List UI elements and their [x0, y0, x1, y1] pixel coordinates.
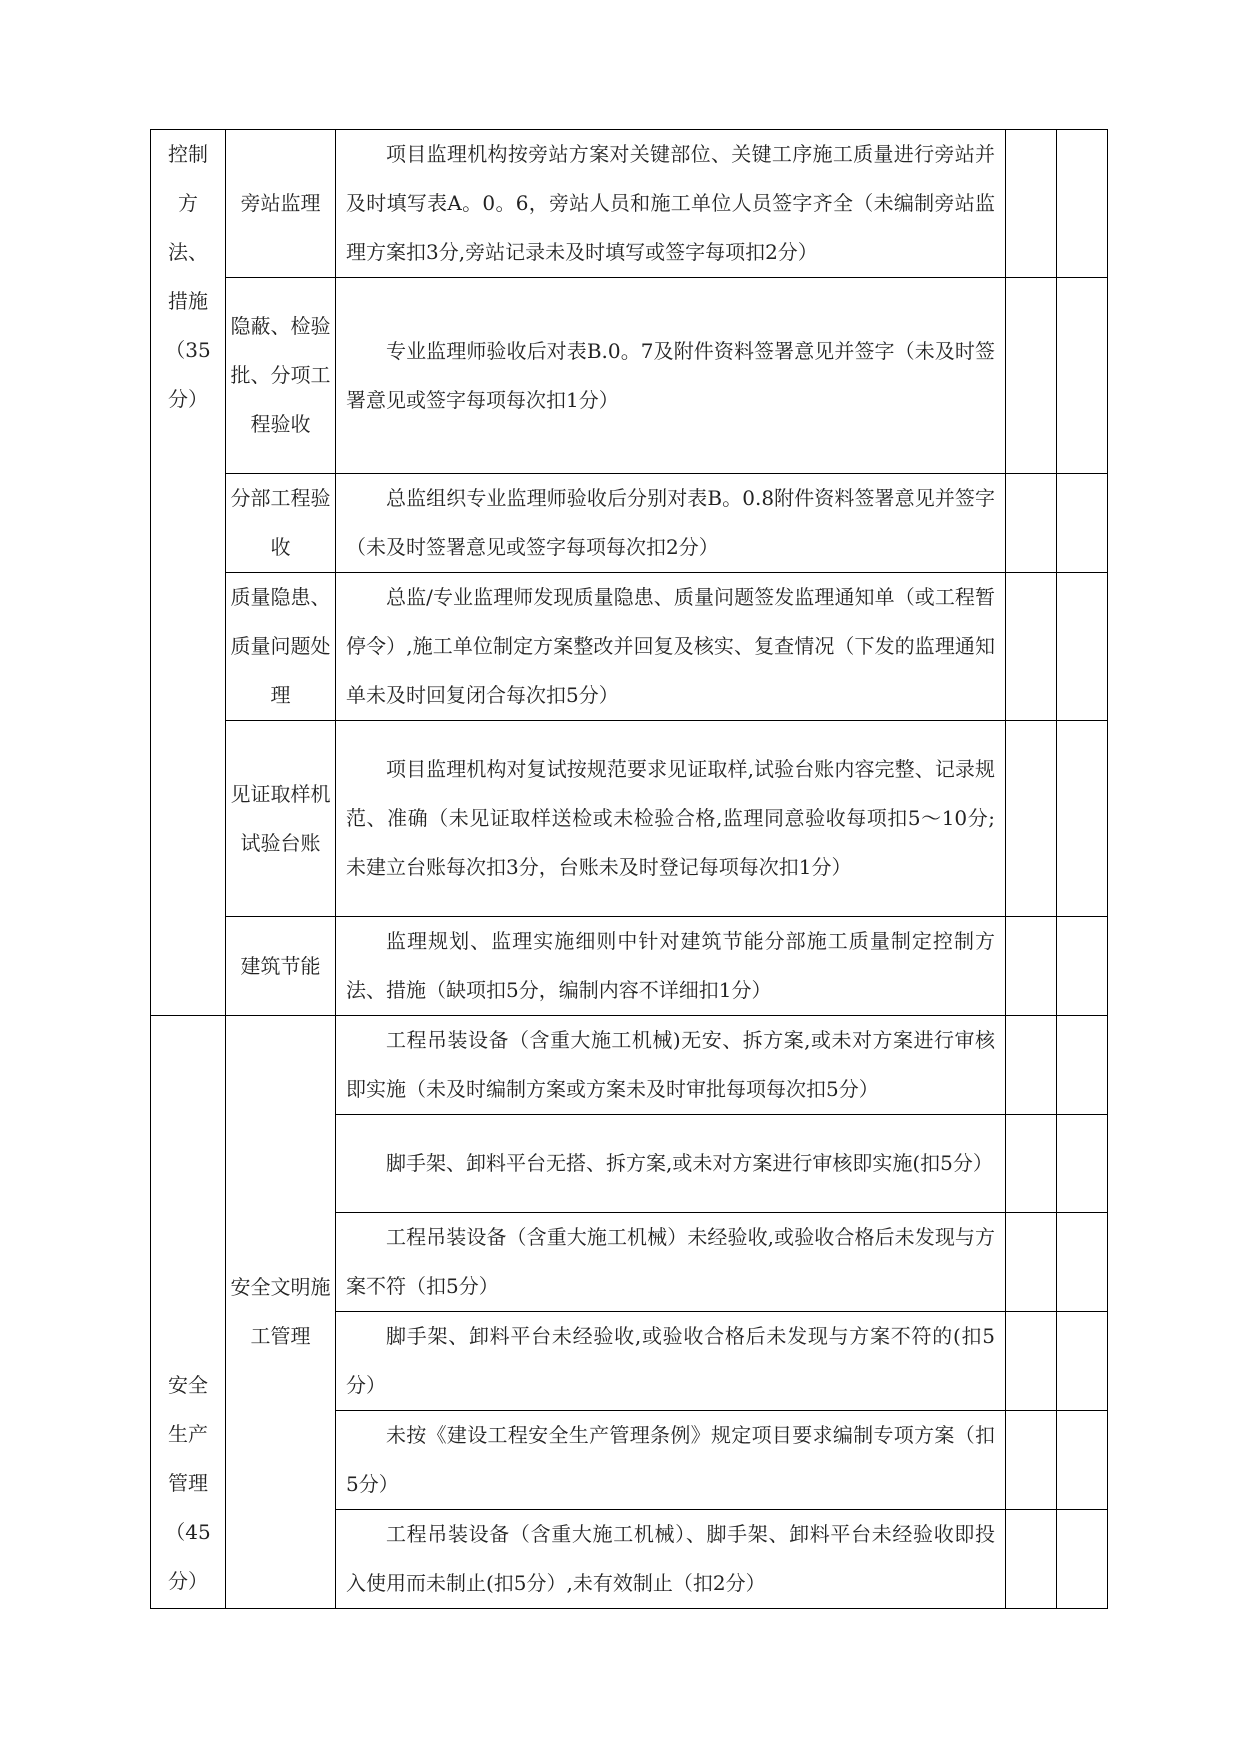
table-row [151, 278, 1108, 474]
table-row [151, 917, 1108, 1016]
content-text: 脚手架、卸料平台未经验收,或验收合格后未发现与方案不符的(扣5分） [346, 1324, 995, 1397]
table-row [151, 130, 1108, 278]
table-row [151, 1016, 1108, 1115]
content-text: 总监/专业监理师发现质量隐患、质量问题签发监理通知单（或工程暂停令）,施工单位制定方案整改并回复及核实、复查情况（下发的监理通知单未及时回复闭合每次扣5分） [346, 585, 995, 707]
remark-cell [1057, 474, 1108, 573]
remark-cell [1057, 573, 1108, 721]
score-cell [1006, 1510, 1057, 1609]
content-cell [336, 474, 1006, 573]
category-cell [151, 130, 226, 1016]
score-cell [1006, 1411, 1057, 1510]
category-cell [151, 1016, 226, 1609]
content-text: 监理规划、监理实施细则中针对建筑节能分部施工质量制定控制方法、措施（缺项扣5分，编制内容不详细扣1分） [346, 929, 995, 1002]
item-cell [226, 130, 336, 278]
remark-cell [1057, 917, 1108, 1016]
item-label: 隐蔽、检验批、分项工程验收 [230, 314, 331, 436]
remark-cell [1057, 1510, 1108, 1609]
item-cell [226, 1016, 336, 1609]
remark-cell [1057, 1115, 1108, 1213]
table-row [151, 474, 1108, 573]
score-cell [1006, 573, 1057, 721]
item-label: 建筑节能 [240, 953, 321, 978]
score-cell [1006, 1312, 1057, 1411]
content-cell [336, 1411, 1006, 1510]
remark-cell [1057, 278, 1108, 474]
item-cell [226, 721, 336, 917]
score-cell [1006, 1213, 1057, 1312]
evaluation-table [150, 129, 1108, 1609]
content-text: 工程吊装设备（含重大施工机械）、脚手架、卸料平台未经验收即投入使用而未制止(扣5分）,未有效制止（扣2分） [346, 1522, 995, 1595]
item-label: 旁站监理 [240, 191, 321, 215]
content-cell [336, 130, 1006, 278]
item-cell [226, 573, 336, 721]
content-cell [336, 1016, 1006, 1115]
item-label: 安全文明施工管理 [230, 1275, 331, 1348]
score-cell [1006, 917, 1057, 1016]
remark-cell [1057, 1016, 1108, 1115]
remark-cell [1057, 1213, 1108, 1312]
content-cell [336, 721, 1006, 917]
score-cell [1006, 130, 1057, 278]
content-text: 项目监理机构按旁站方案对关键部位、关键工序施工质量进行旁站并及时填写表A。0。6，旁站人员和施工单位人员签字齐全（未编制旁站监理方案扣3分,旁站记录未及时填写或签字每项扣2分） [346, 142, 995, 264]
content-text: 总监组织专业监理师验收后分别对表B。0.8附件资料签署意见并签字（未及时签署意见或签字每项每次扣2分） [346, 486, 995, 559]
item-cell [226, 474, 336, 573]
content-cell [336, 1213, 1006, 1312]
table-row [151, 721, 1108, 917]
content-cell [336, 1510, 1006, 1609]
content-text: 项目监理机构对复试按规范要求见证取样,试验台账内容完整、记录规范、准确（未见证取样送检或未检验合格,监理同意验收每项扣5～10分;未建立台账每次扣3分，台账未及时登记每项每次扣1分） [346, 757, 995, 879]
remark-cell [1057, 721, 1108, 917]
content-text: 工程吊装设备（含重大施工机械）未经验收,或验收合格后未发现与方案不符（扣5分） [346, 1225, 995, 1298]
item-label: 分部工程验收 [230, 486, 331, 559]
item-label: 质量隐患、质量问题处理 [230, 585, 331, 707]
category-label: 控制方法、措施（35分） [165, 142, 211, 411]
item-cell [226, 917, 336, 1016]
item-label: 见证取样机试验台账 [230, 781, 331, 855]
item-cell [226, 278, 336, 474]
content-text: 脚手架、卸料平台无搭、拆方案,或未对方案进行审核即实施(扣5分） [386, 1151, 993, 1175]
content-cell [336, 1115, 1006, 1213]
content-cell [336, 278, 1006, 474]
score-cell [1006, 474, 1057, 573]
content-text: 专业监理师验收后对表B.0。7及附件资料签署意见并签字（未及时签署意见或签字每项每次扣1分） [346, 338, 995, 412]
content-cell [336, 573, 1006, 721]
score-cell [1006, 278, 1057, 474]
content-cell [336, 917, 1006, 1016]
content-text: 工程吊装设备（含重大施工机械)无安、拆方案,或未对方案进行审核即实施（未及时编制方案或方案未及时审批每项每次扣5分） [346, 1028, 995, 1101]
score-cell [1006, 721, 1057, 917]
score-cell [1006, 1115, 1057, 1213]
category-label: 安全生产管理（45分） [165, 1373, 211, 1593]
table-row [151, 573, 1108, 721]
score-cell [1006, 1016, 1057, 1115]
remark-cell [1057, 1312, 1108, 1411]
content-cell [336, 1312, 1006, 1411]
content-text: 未按《建设工程安全生产管理条例》规定项目要求编制专项方案（扣5分） [346, 1423, 995, 1496]
remark-cell [1057, 130, 1108, 278]
remark-cell [1057, 1411, 1108, 1510]
